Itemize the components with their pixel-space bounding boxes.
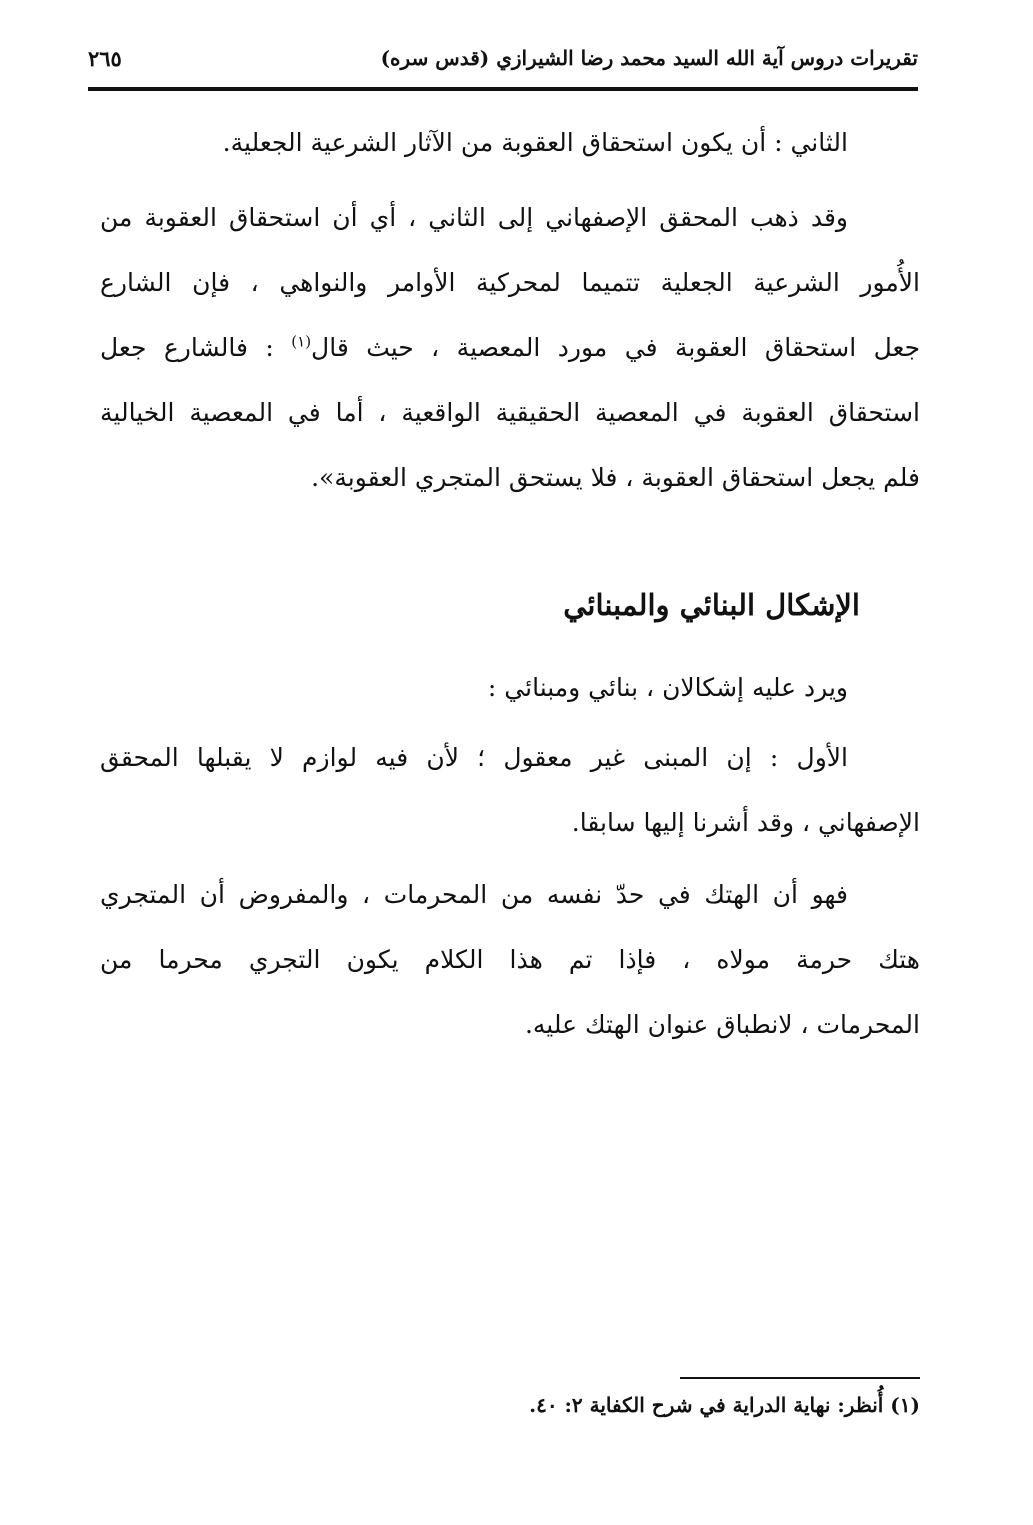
body-text bbox=[100, 0, 920, 1100]
paragraph-line: استحقاق العقوبة في المعصية الحقيقية الواقعية ، أما في المعصية الخيالية bbox=[100, 398, 920, 427]
section-heading: الإشكال البنائي والمبنائي bbox=[563, 588, 860, 622]
footnote: (١) أُنظر: نهاية الدراية في شرح الكفاية ٢: ٤٠. bbox=[529, 1393, 920, 1417]
footnote-rule bbox=[680, 1377, 920, 1379]
paragraph-line: الإصفهاني ، وقد أشرنا إليها سابقا. bbox=[571, 808, 920, 837]
line-text: : فالشارع جعل bbox=[100, 333, 274, 362]
footnote-reference: (١) bbox=[291, 332, 312, 351]
paragraph-line: الثاني : أن يكون استحقاق العقوبة من الآثار الشرعية الجعلية. bbox=[222, 128, 848, 157]
running-title: تقريرات دروس آية الله السيد محمد رضا الشيرازي (قدس سره) bbox=[380, 46, 918, 70]
paragraph-line: الأول : إن المبنى غير معقول ؛ لأن فيه لوازم لا يقبلها المحقق bbox=[100, 743, 848, 772]
paragraph-line: ويرد عليه إشكالان ، بنائي ومبنائي : bbox=[487, 673, 848, 702]
paragraph-line: فهو أن الهتك في حدّ نفسه من المحرمات ، والمفروض أن المتجري bbox=[100, 880, 848, 909]
paragraph-line: الأُمور الشرعية الجعلية تتميما لمحركية الأوامر والنواهي ، فإن الشارع bbox=[100, 268, 920, 297]
paragraph-line: هتك حرمة مولاه ، فإذا تم هذا الكلام يكون التجري محرما من bbox=[100, 945, 920, 974]
paragraph-line: وقد ذهب المحقق الإصفهاني إلى الثاني ، أي أن استحقاق العقوبة من bbox=[100, 203, 848, 232]
page-number: ٢٦٥ bbox=[88, 46, 122, 71]
paragraph-line bbox=[100, 318, 920, 378]
paragraph-line: المحرمات ، لانطباق عنوان الهتك عليه. bbox=[524, 1010, 920, 1039]
paragraph-line: فلم يجعل استحقاق العقوبة ، فلا يستحق المتجري العقوبة». bbox=[311, 463, 920, 492]
line-text: جعل استحقاق العقوبة في مورد المعصية ، حيث قال bbox=[311, 333, 920, 362]
